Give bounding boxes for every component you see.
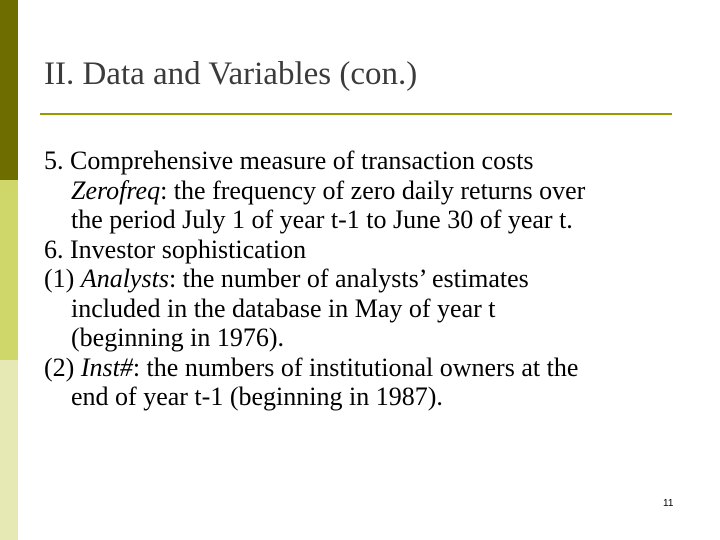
analysts-description: : the number of analysts’ estimates: [168, 264, 529, 293]
body-line: [44, 176, 684, 206]
item-number: (1): [44, 264, 81, 293]
side-bar-dark-segment: [0, 0, 18, 180]
analysts-term: Analysts: [80, 264, 169, 293]
zerofreq-term: Zerofreq: [71, 175, 161, 205]
body-line: 6. Investor sophistication: [44, 234, 307, 264]
body-line: [44, 353, 684, 383]
body-line: [44, 264, 684, 294]
page-number: 11: [663, 498, 674, 509]
side-accent-bar: [0, 0, 18, 540]
item-number: (2): [44, 352, 81, 382]
body-line: the period July 1 of year t-1 to June 30 of year t.: [71, 205, 573, 234]
inst-description: : the numbers of institutional owners at the: [132, 352, 579, 382]
title-underline: [40, 113, 672, 115]
zerofreq-description: : the frequency of zero daily returns over: [160, 175, 586, 205]
body-line: (beginning in 1976).: [71, 323, 285, 352]
body-line: end of year t-1 (beginning in 1987).: [71, 382, 443, 411]
slide-title: II. Data and Variables (con.): [44, 56, 418, 92]
inst-term: Inst#: [80, 352, 133, 382]
body-line: 5. Comprehensive measure of transaction costs: [44, 146, 534, 175]
body-line: included in the database in May of year t: [71, 293, 496, 323]
side-bar-mid-segment: [0, 180, 18, 360]
slide-body: [44, 146, 684, 412]
side-bar-light-segment: [0, 360, 18, 540]
